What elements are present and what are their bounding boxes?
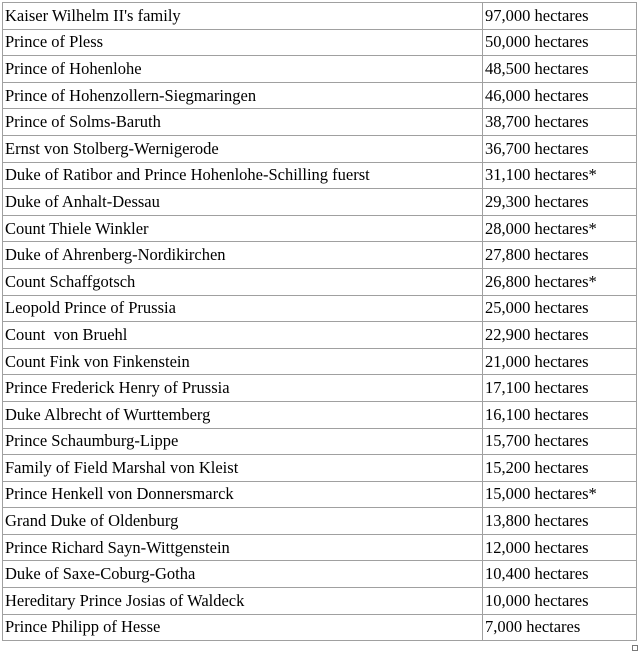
owner-cell: Duke of Saxe-Coburg-Gotha [3, 561, 483, 588]
area-cell: 22,900 hectares [483, 322, 637, 349]
landholdings-table [2, 2, 637, 641]
table-row [3, 534, 637, 561]
owner-cell: Duke of Ratibor and Prince Hohenlohe-Schilling fuerst [3, 162, 483, 189]
owner-cell: Duke Albrecht of Wurttemberg [3, 401, 483, 428]
owner-cell: Prince Richard Sayn-Wittgenstein [3, 534, 483, 561]
table-row [3, 588, 637, 615]
area-cell: 15,200 hectares [483, 455, 637, 482]
area-cell: 21,000 hectares [483, 348, 637, 375]
table-row [3, 401, 637, 428]
table-row [3, 135, 637, 162]
owner-cell: Count Thiele Winkler [3, 215, 483, 242]
table-row [3, 162, 637, 189]
area-cell: 12,000 hectares [483, 534, 637, 561]
area-cell: 27,800 hectares [483, 242, 637, 269]
table-row [3, 428, 637, 455]
area-cell: 15,000 hectares* [483, 481, 637, 508]
area-cell: 25,000 hectares [483, 295, 637, 322]
owner-cell: Duke of Anhalt-Dessau [3, 189, 483, 216]
area-cell: 97,000 hectares [483, 3, 637, 30]
area-cell: 17,100 hectares [483, 375, 637, 402]
table-row [3, 455, 637, 482]
owner-cell: Grand Duke of Oldenburg [3, 508, 483, 535]
owner-cell: Prince Frederick Henry of Prussia [3, 375, 483, 402]
table-row [3, 109, 637, 136]
table-row [3, 481, 637, 508]
owner-cell: Duke of Ahrenberg-Nordikirchen [3, 242, 483, 269]
table-row [3, 3, 637, 30]
area-cell: 29,300 hectares [483, 189, 637, 216]
table-row [3, 242, 637, 269]
owner-cell: Prince Henkell von Donnersmarck [3, 481, 483, 508]
table-row [3, 189, 637, 216]
owner-cell: Count von Bruehl [3, 322, 483, 349]
area-cell: 38,700 hectares [483, 109, 637, 136]
area-cell: 50,000 hectares [483, 29, 637, 56]
table-row [3, 82, 637, 109]
owner-cell: Count Schaffgotsch [3, 268, 483, 295]
area-cell: 10,400 hectares [483, 561, 637, 588]
table-row [3, 348, 637, 375]
owner-cell: Count Fink von Finkenstein [3, 348, 483, 375]
table-row [3, 295, 637, 322]
table-row [3, 561, 637, 588]
table-row [3, 215, 637, 242]
area-cell: 7,000 hectares [483, 614, 637, 641]
table-row [3, 56, 637, 83]
area-cell: 10,000 hectares [483, 588, 637, 615]
owner-cell: Family of Field Marshal von Kleist [3, 455, 483, 482]
table-row [3, 375, 637, 402]
area-cell: 48,500 hectares [483, 56, 637, 83]
owner-cell: Kaiser Wilhelm II's family [3, 3, 483, 30]
area-cell: 31,100 hectares* [483, 162, 637, 189]
table-row [3, 614, 637, 641]
area-cell: 15,700 hectares [483, 428, 637, 455]
area-cell: 16,100 hectares [483, 401, 637, 428]
owner-cell: Prince Philipp of Hesse [3, 614, 483, 641]
table-body [3, 3, 637, 641]
area-cell: 36,700 hectares [483, 135, 637, 162]
owner-cell: Prince of Pless [3, 29, 483, 56]
area-cell: 13,800 hectares [483, 508, 637, 535]
table-row [3, 322, 637, 349]
area-cell: 28,000 hectares* [483, 215, 637, 242]
area-cell: 26,800 hectares* [483, 268, 637, 295]
table-row [3, 29, 637, 56]
owner-cell: Prince of Solms-Baruth [3, 109, 483, 136]
owner-cell: Ernst von Stolberg-Wernigerode [3, 135, 483, 162]
owner-cell: Leopold Prince of Prussia [3, 295, 483, 322]
owner-cell: Prince Schaumburg-Lippe [3, 428, 483, 455]
area-cell: 46,000 hectares [483, 82, 637, 109]
table-row [3, 268, 637, 295]
owner-cell: Prince of Hohenzollern-Siegmaringen [3, 82, 483, 109]
table-resize-handle[interactable] [632, 645, 638, 651]
table-row [3, 508, 637, 535]
owner-cell: Hereditary Prince Josias of Waldeck [3, 588, 483, 615]
owner-cell: Prince of Hohenlohe [3, 56, 483, 83]
